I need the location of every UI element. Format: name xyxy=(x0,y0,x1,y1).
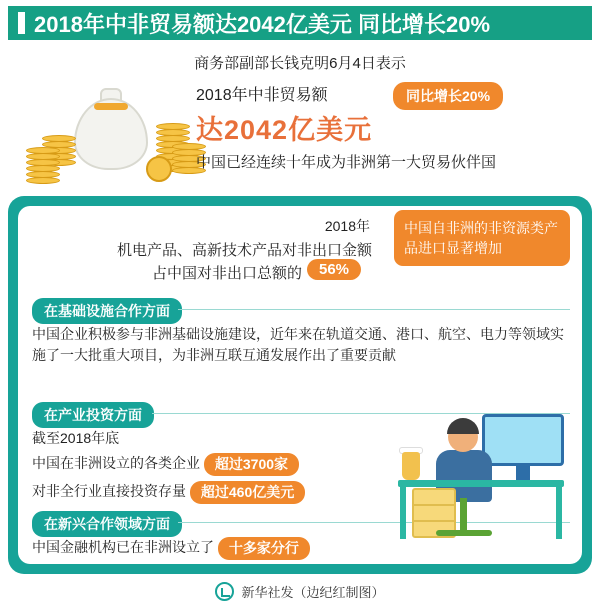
person-at-desk-with-computer-icon xyxy=(396,392,576,552)
investment-line3-text: 对非全行业直接投资存量 xyxy=(32,483,186,500)
person-hair-icon xyxy=(447,418,479,434)
block1-percent-badge: 56% xyxy=(307,259,361,280)
monitor-stand-icon xyxy=(516,466,530,480)
main-panel xyxy=(8,196,592,574)
money-illustration xyxy=(18,84,198,188)
investment-line2-text: 中国在非洲设立的各类企业 xyxy=(32,455,200,472)
section-heading-infrastructure: 在基础设施合作方面 xyxy=(32,298,182,324)
header-bar xyxy=(8,6,592,40)
trade-volume-label: 2018年中非贸易额 xyxy=(196,87,328,104)
chair-base-icon xyxy=(436,530,492,536)
monitor-icon xyxy=(482,414,564,466)
trade-partner-note: 中国已经连续十年成为非洲第一大贸易伙伴国 xyxy=(196,154,497,171)
desk-leg-icon xyxy=(556,487,562,539)
investment-line2 xyxy=(32,453,392,476)
footer-credit: 新华社发（边纪红制图） xyxy=(241,585,385,600)
emerging-line xyxy=(32,537,432,560)
section-heading-emerging: 在新兴合作领域方面 xyxy=(32,511,182,537)
section-infrastructure-body: 中国企业积极参与非洲基础设施建设，近年来在轨道交通、港口、航空、电力等领域实施了一大批重大项目，为非洲互联互通发展作出了重要贡献 xyxy=(32,326,564,363)
block1-line1: 机电产品、高新技术产品对非出口金额 xyxy=(116,242,372,259)
emerging-line-text: 中国金融机构已在非洲设立了 xyxy=(32,539,214,556)
coin-icon xyxy=(146,156,172,182)
coin-stack-icon xyxy=(26,148,60,184)
desk-icon xyxy=(398,480,564,487)
coffee-cup-icon xyxy=(402,452,420,480)
investment-line3 xyxy=(32,481,392,504)
investment-enterprises-badge: 超过3700家 xyxy=(204,453,299,476)
footer xyxy=(0,582,600,601)
emerging-branches-badge: 十多家分行 xyxy=(218,537,310,560)
header-accent-mark xyxy=(18,12,25,34)
drawer-divider xyxy=(414,520,454,522)
block1-year: 2018年 xyxy=(324,218,370,234)
drawer-divider xyxy=(414,504,454,506)
growth-badge: 同比增长20% xyxy=(393,82,503,110)
desk-leg-icon xyxy=(400,487,406,539)
block1-side-note: 中国自非洲的非资源类产品进口显著增加 xyxy=(394,210,570,266)
section-heading-investment: 在产业投资方面 xyxy=(32,402,154,428)
chair-post-icon xyxy=(460,498,467,532)
trade-volume-value: 达2042亿美元 xyxy=(196,115,373,145)
top-text-group xyxy=(190,82,590,172)
money-bag-tie-icon xyxy=(94,103,128,110)
top-summary-block xyxy=(0,82,600,192)
investment-stock-badge: 超过460亿美元 xyxy=(190,481,305,504)
block1-line2: 占中国对非出口总额的 xyxy=(151,265,302,282)
page-title: 2018年中非贸易额达2042亿美元 同比增长20% xyxy=(34,11,491,37)
main-panel-inner xyxy=(18,206,582,564)
xinhua-logo-icon xyxy=(215,582,234,601)
investment-line1: 截至2018年底 xyxy=(32,430,120,446)
section-divider xyxy=(178,309,570,310)
subtitle: 商务部副部长钱克明6月4日表示 xyxy=(194,55,406,72)
